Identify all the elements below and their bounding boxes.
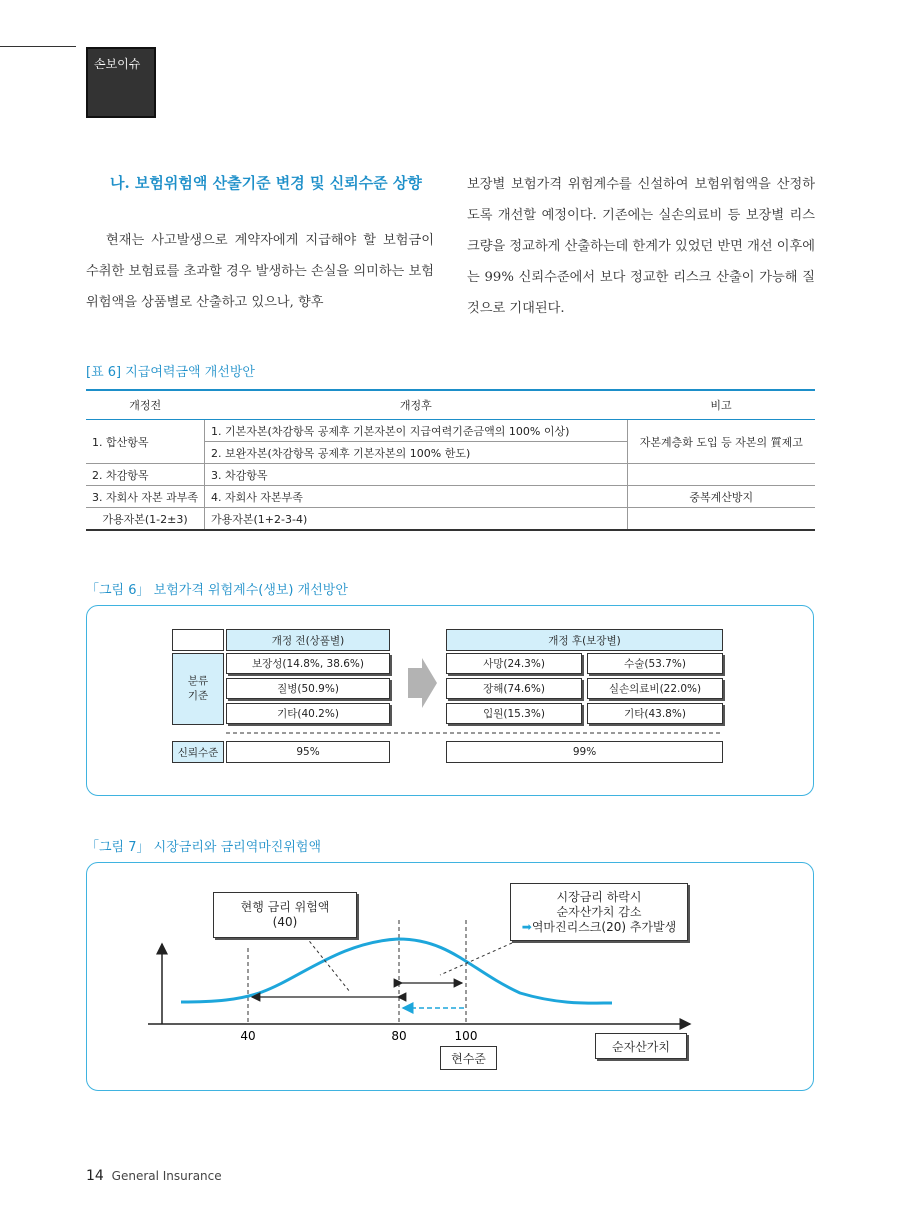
fig7-box-right-line1: 시장금리 하락시	[556, 889, 642, 904]
fig7-box-right-line3-wrap	[522, 920, 676, 935]
body-paragraph-left: 현재는 사고발생으로 계약자에게 지급해야 할 보험금이 수취한 보험료를 초과할 경우 발생하는 손실을 의미하는 보험위험액을 상품별로 산출하고 있으나, 향후	[86, 233, 434, 310]
fig7-caption: 「그림 7」 시장금리와 금리역마진위험액	[86, 840, 322, 855]
fig6-row-label-2: 기준	[187, 690, 209, 702]
table-header: 개정전	[86, 390, 205, 420]
fig7-box-right-line2: 순자산가치 감소	[556, 904, 642, 919]
table-cell: 3. 차감항목	[205, 464, 628, 486]
fig6-before-item: 기타(40.2%)	[226, 703, 390, 724]
fig6-after-item: 입원(15.3%)	[446, 703, 582, 724]
page-footer	[86, 1168, 222, 1184]
table-cell: 가용자본(1-2±3)	[86, 508, 205, 531]
fig6-after-header: 개정 후(보장별)	[446, 629, 723, 651]
fig7-x-label-box: 순자산가치	[595, 1033, 687, 1059]
fig6-before-header: 개정 전(상품별)	[226, 629, 390, 651]
body-paragraph-right: 보장별 보험가격 위험계수를 신설하여 보험위험액을 산정하도록 개선할 예정이다. 기존에는 실손의료비 등 보장별 리스크량을 정교하게 산출하는데 한계가 있었던 반면 개선 이후에는 99% 신뢰수준에서 보다 정교한 리스크 산출이 가능해 질 것으로 기대된다.	[467, 177, 815, 316]
fig6-after-confidence: 99%	[446, 741, 723, 763]
table-cell: 자본계층화 도입 등 자본의 質제고	[627, 420, 815, 464]
fig6-after-item: 사망(24.3%)	[446, 653, 582, 674]
fig7-box-right-line3: 역마진리스크(20) 추가발생	[531, 919, 677, 934]
fig6-after-item: 수술(53.7%)	[587, 653, 723, 674]
table-cell: 1. 합산항목	[86, 420, 205, 464]
fig6-after-item: 실손의료비(22.0%)	[587, 678, 723, 699]
table-header: 비고	[627, 390, 815, 420]
fig7-box-left-line1: 현행 금리 위험액	[240, 900, 330, 914]
issue-badge-label: 손보이슈	[94, 57, 141, 71]
table6-caption: [표 6] 지급여력금액 개선방안	[86, 365, 255, 380]
section-title: 나. 보험위험액 산출기준 변경 및 신뢰수준 상향	[110, 174, 422, 192]
fig7-callout-line-left	[302, 932, 350, 992]
fig6-confidence-label: 신뢰수준	[172, 741, 224, 763]
fig7-current-level-box: 현수준	[440, 1046, 497, 1070]
fig7-distribution-curve	[181, 939, 612, 1003]
fig7-current-risk-box	[213, 892, 357, 938]
table-cell: 3. 자회사 자본 과부족	[86, 486, 205, 508]
fig6-before-confidence: 95%	[226, 741, 390, 763]
fig7-box-left-line2: (40)	[272, 915, 298, 929]
fig6-row-label-1: 분류	[187, 675, 209, 687]
fig6-before-item: 질병(50.9%)	[226, 678, 390, 699]
fig7-rate-drop-box	[510, 883, 688, 941]
fig7-callout-line-right	[440, 943, 512, 975]
right-arrow-icon: ➡	[521, 919, 532, 934]
fig6-before-item: 보장성(14.8%, 38.6%)	[226, 653, 390, 674]
table-cell: 1. 기본자본(차감항목 공제후 기본자본이 지급여력기준금액의 100% 이상)	[205, 420, 628, 442]
fig6-caption: 「그림 6」 보험가격 위험계수(생보) 개선방안	[86, 583, 348, 598]
table-cell: 2. 차감항목	[86, 464, 205, 486]
table-cell: 2. 보완자본(차감항목 공제후 기본자본의 100% 한도)	[205, 442, 628, 464]
fig7-tick-40: 40	[240, 1029, 256, 1043]
fig7-tick-80: 80	[391, 1029, 407, 1043]
fig7-tick-100: 100	[454, 1029, 478, 1043]
table-cell: 4. 자회사 자본부족	[205, 486, 628, 508]
table-cell: 중복계산방지	[627, 486, 815, 508]
fig6-after-item: 기타(43.8%)	[587, 703, 723, 724]
table-cell: 가용자본(1+2-3-4)	[205, 508, 628, 531]
table-header: 개정후	[205, 390, 628, 420]
page-number: 14	[86, 1168, 104, 1184]
footer-label: General Insurance	[111, 1169, 222, 1183]
fig6-after-item: 장해(74.6%)	[446, 678, 582, 699]
